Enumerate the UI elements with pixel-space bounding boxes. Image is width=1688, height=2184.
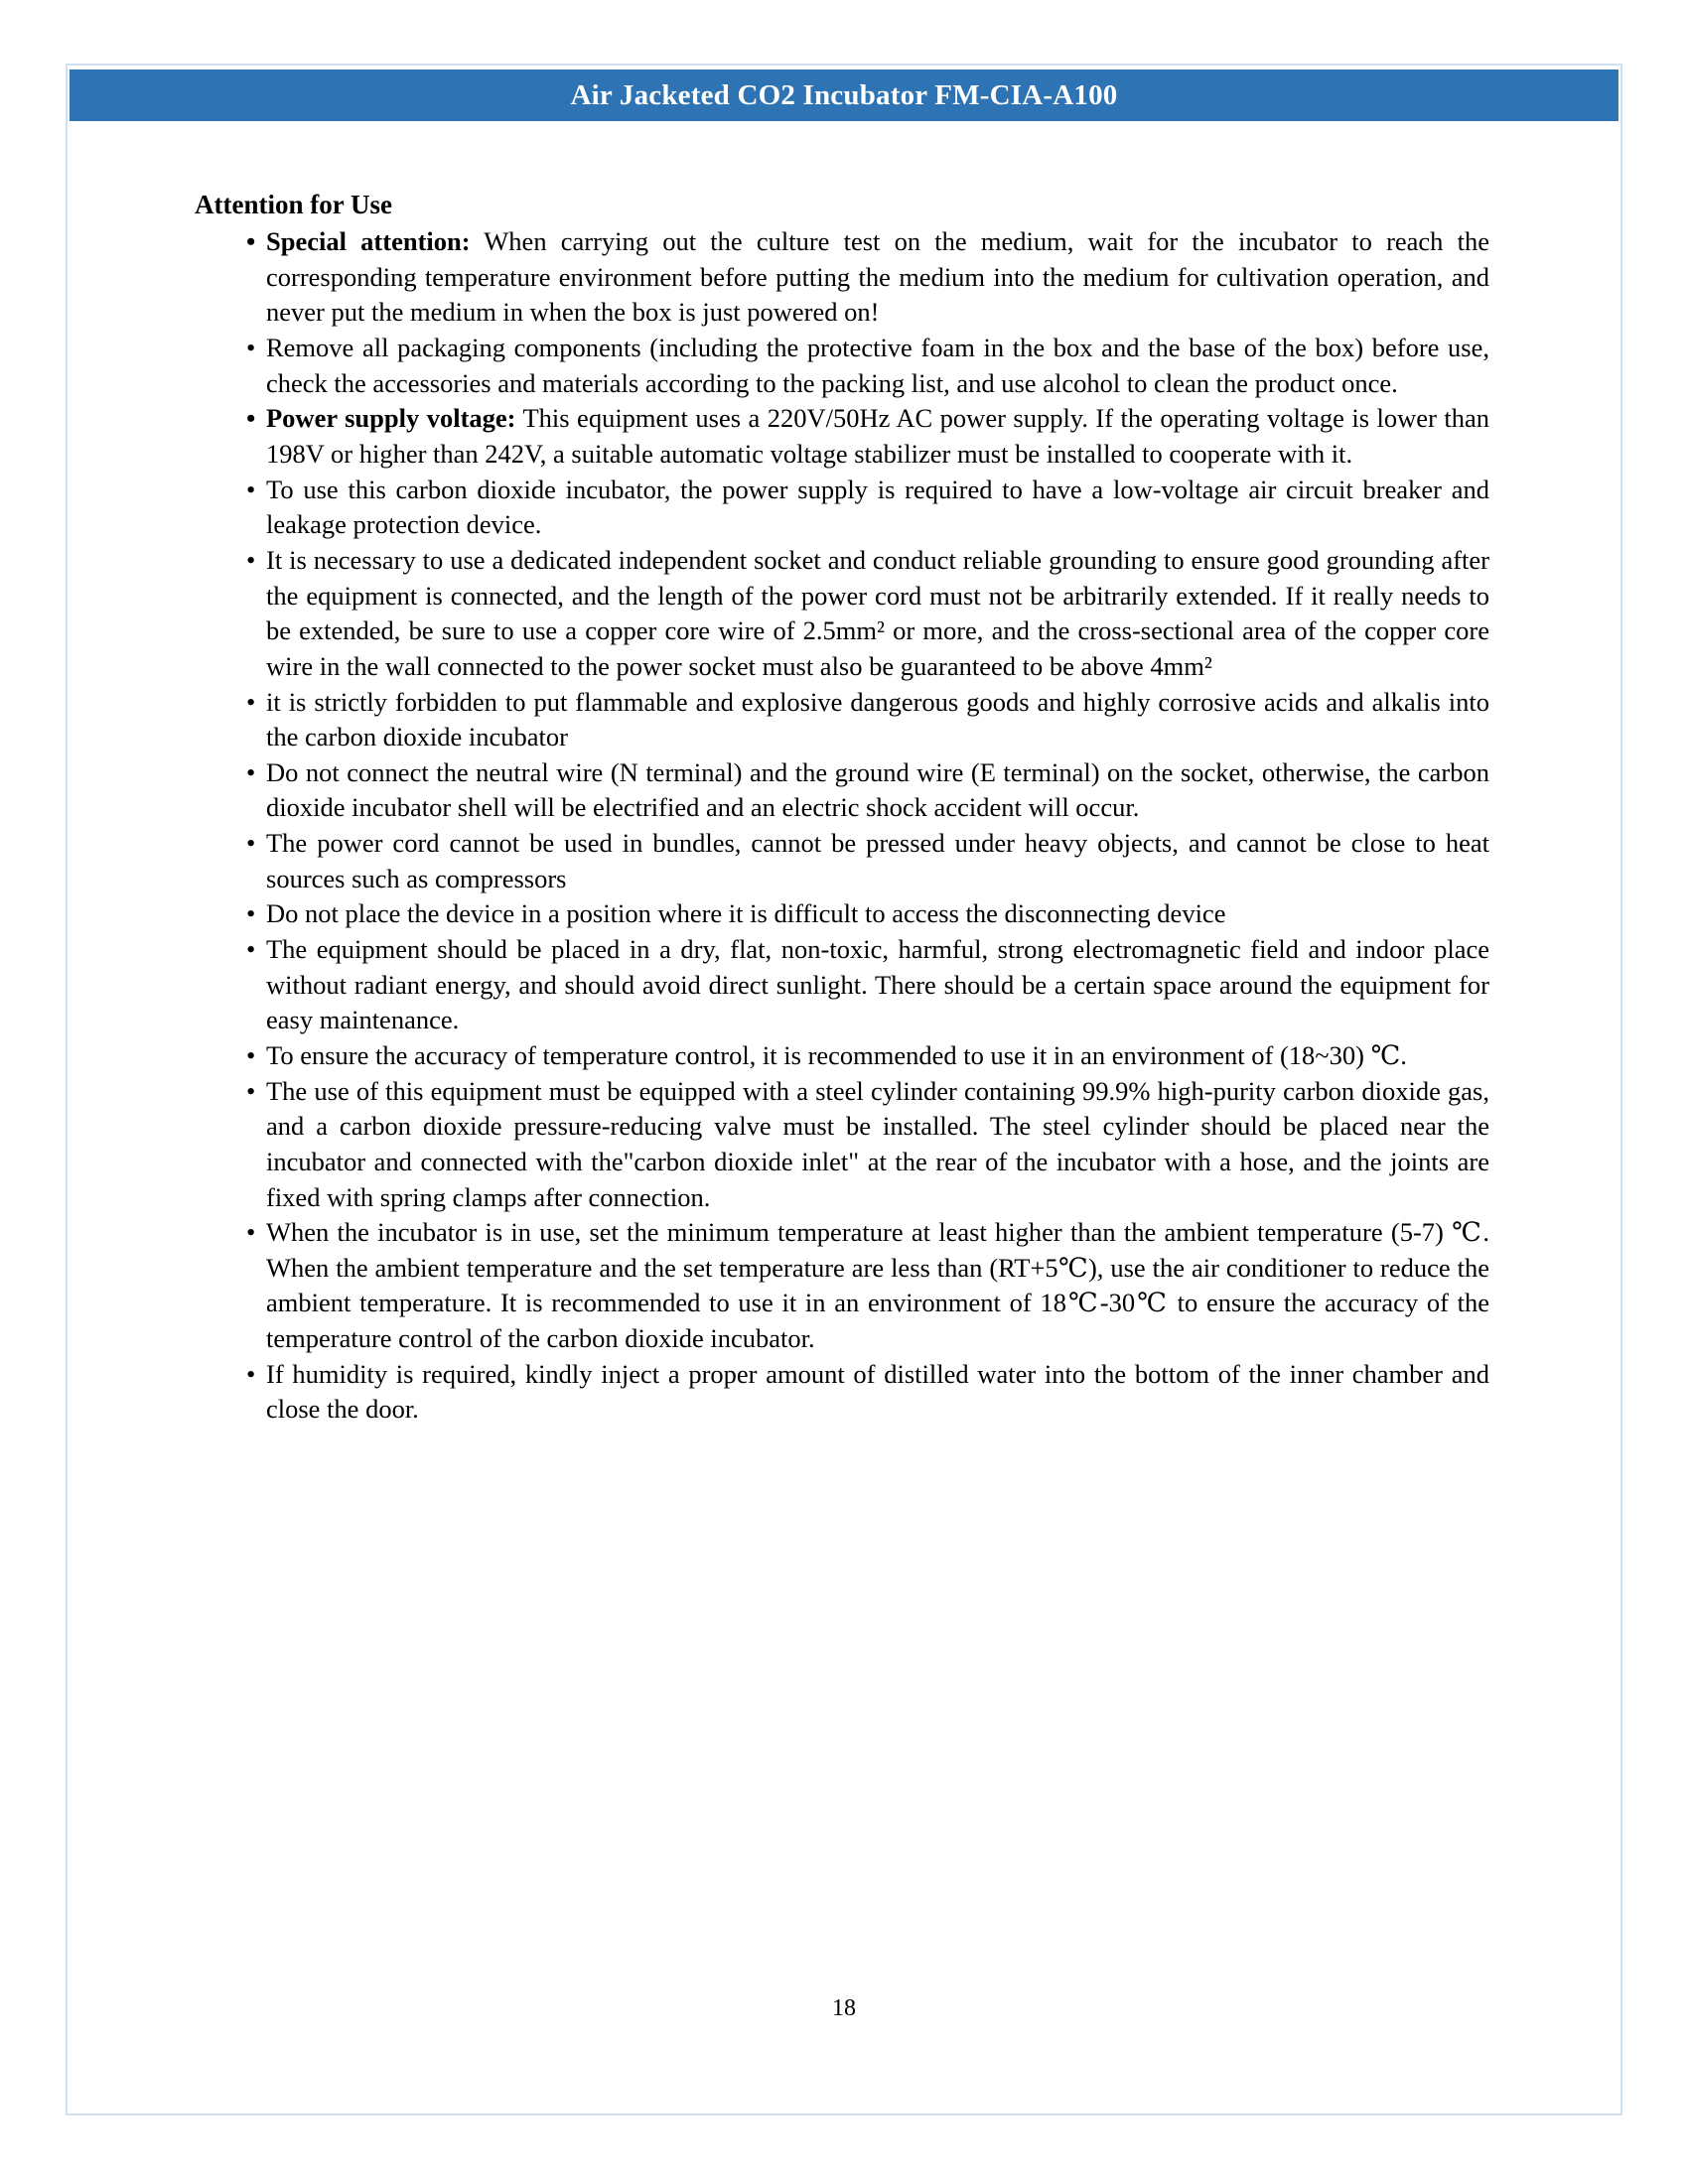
bullet-text: To ensure the accuracy of temperature control, it is recommended to use it in an environment of (18~30) ℃. [266,1039,1407,1070]
list-item [195,755,1489,826]
page-content [195,189,1489,1428]
document-header-banner [70,69,1618,121]
list-item [195,401,1489,472]
list-item [195,224,1489,331]
bullet-lead-label: Special attention: [266,226,471,257]
bullet-text: The equipment should be placed in a dry, flat, non-toxic, harmful, strong electromagnetic field and indoor place without radiant energy, and should avoid direct sunlight. There should be a certain space around the equipment for easy maintenance. [266,934,1489,1035]
section-heading-attention-for-use: Attention for Use [195,190,392,219]
list-item [195,1038,1489,1074]
bullet-text: This equipment uses a 220V/50Hz AC power supply. If the operating voltage is lower than 198V or higher than 242V, a suitable automatic voltage stabilizer must be installed to cooperate with it. [266,403,1489,470]
list-item [195,1074,1489,1216]
list-item [195,932,1489,1038]
bullet-text: Do not connect the neutral wire (N terminal) and the ground wire (E terminal) on the socket, otherwise, the carbon dioxide incubator shell will be electrified and an electric shock accident will occur. [266,756,1489,823]
bullet-text: The power cord cannot be used in bundles, cannot be pressed under heavy objects, and cannot be close to heat sources such as compressors [266,828,1489,893]
page-title: Air Jacketed CO2 Incubator FM-CIA-A100 [570,78,1118,111]
bullet-text: If humidity is required, kindly inject a proper amount of distilled water into the bottom of the inner chamber and close the door. [266,1358,1489,1425]
bullet-text: When carrying out the culture test on the medium, wait for the incubator to reach the corresponding temperature environment before putting the medium into the medium for cultivation operation, and never put the medium in when the box is just powered on! [266,226,1489,328]
bullet-text: To use this carbon dioxide incubator, the power supply is required to have a low-voltage air circuit breaker and leakage protection device. [266,474,1489,540]
list-item [195,1357,1489,1428]
attention-bullet-list [195,224,1489,1428]
bullet-text: it is strictly forbidden to put flammable and explosive dangerous goods and highly corrosive acids and alkalis into the carbon dioxide incubator [266,686,1489,752]
bullet-lead-label: Power supply voltage: [266,403,516,434]
bullet-text: Do not place the device in a position where it is difficult to access the disconnecting device [266,898,1226,929]
list-item [195,331,1489,401]
list-item [195,685,1489,755]
list-item [195,1215,1489,1357]
page-number: 18 [832,1995,856,2021]
list-item [195,473,1489,543]
list-item [195,543,1489,685]
bullet-text: When the incubator is in use, set the minimum temperature at least higher than the ambient temperature (5-7) ℃. When the ambient temperature and the set temperature are less than (RT+5℃), use the air conditioner to reduce the ambient temperature. It is recommended to use it in an environment of 18℃-30℃ to ensure the accuracy of the temperature control of the carbon dioxide incubator. [266,1217,1489,1354]
list-item [195,896,1489,932]
bullet-text: The use of this equipment must be equipped with a steel cylinder containing 99.9% high-purity carbon dioxide gas, and a carbon dioxide pressure-reducing valve must be installed. The steel cylinder should be placed near the incubator and connected with the"carbon dioxide inlet" at the rear of the incubator with a hose, and the joints are fixed with spring clamps after connection. [266,1075,1489,1212]
list-item [195,826,1489,896]
bullet-text: Remove all packaging components (including the protective foam in the box and the base of the box) before use, check the accessories and materials according to the packing list, and use alcohol to clean the product once. [266,333,1489,398]
bullet-text: It is necessary to use a dedicated independent socket and conduct reliable grounding to ensure good grounding after the equipment is connected, and the length of the power cord must not be arbitrarily extended. If it really needs to be extended, be sure to use a copper core wire of 2.5mm² or more, and the cross-sectional area of the copper core wire in the wall connected to the power socket must also be guaranteed to be above 4mm² [266,544,1489,681]
